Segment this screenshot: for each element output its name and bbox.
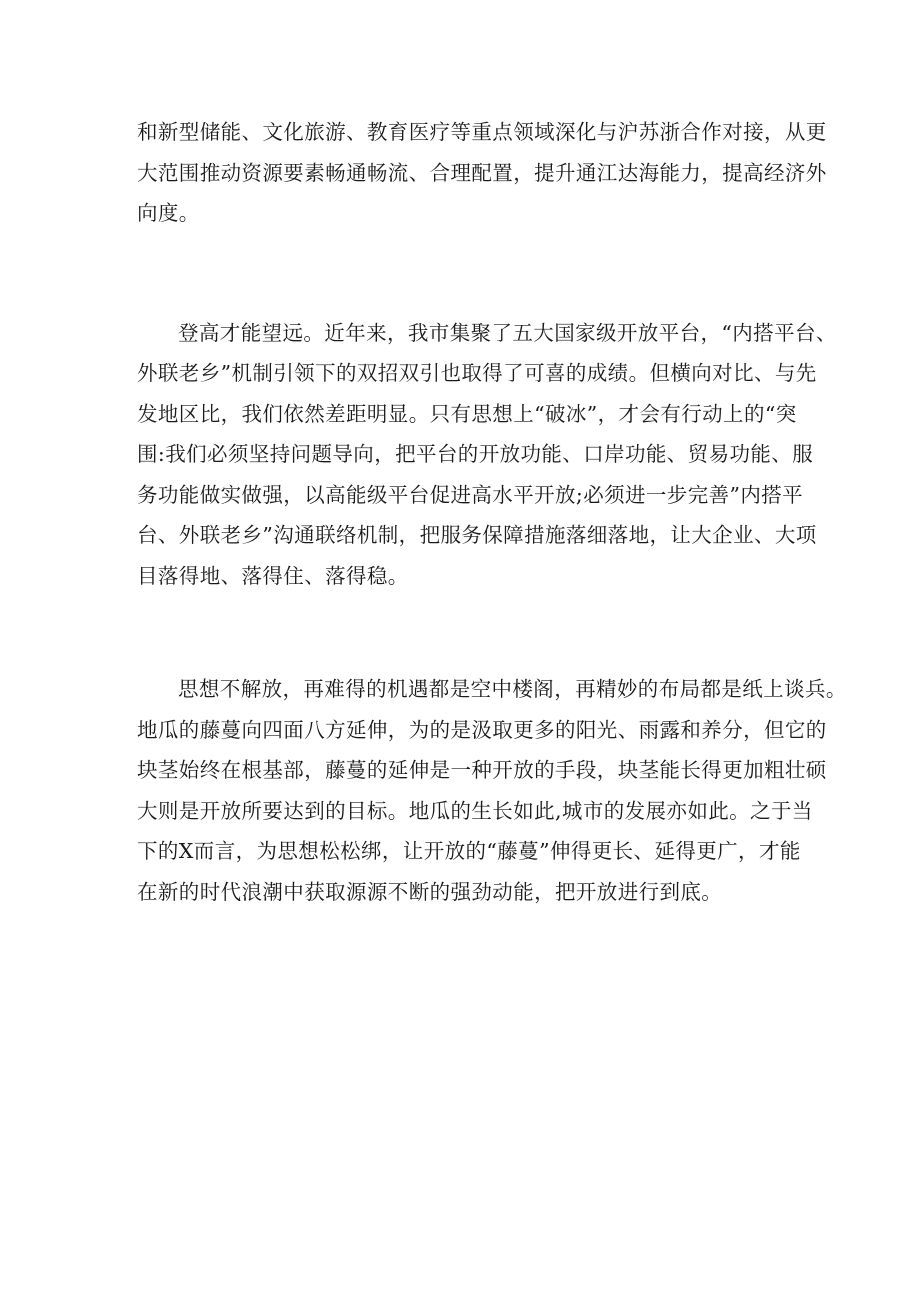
paragraph-3	[137, 669, 847, 912]
paragraph-line: 地瓜的藤蔓向四面八方延伸，为的是汲取更多的阳光、雨露和养分，但它的	[137, 717, 827, 742]
paragraph-line: 向度。	[137, 201, 200, 225]
paragraph-1	[137, 112, 827, 234]
paragraph-line: 大范围推动资源要素畅通畅流、合理配置，提升通江达海能力，提高经济外	[137, 160, 827, 185]
paragraph-line: 块茎始终在根基部，藤蔓的延伸是一种开放的手段，块茎能长得更加粗壮硕	[137, 758, 827, 782]
paragraph-line: 发地区比，我们依然差距明显。只有思想上“破冰”，才会有行动上的“突	[137, 401, 797, 426]
paragraph-line: 在新的时代浪潮中获取源源不断的强劲动能，把开放进行到底。	[137, 879, 723, 904]
paragraph-line: 目落得地、落得住、落得稳。	[137, 563, 409, 588]
paragraph-2	[137, 313, 837, 597]
paragraph-line: 务功能做实做强，以高能级平台促进高水平开放;必须进一步完善”内搭平	[137, 482, 804, 507]
paragraph-line: 下的X而言，为思想松松绑，让开放的“藤蔓”伸得更长、延得更广，才能	[137, 839, 801, 863]
paragraph-line: 围:我们必须坚持问题导向，把平台的开放功能、口岸功能、贸易功能、服	[137, 442, 814, 466]
paragraph-line: 大则是开放所要达到的目标。地瓜的生长如此,城市的发展亦如此。之于当	[137, 798, 813, 823]
paragraph-line: 台、外联老乡”沟通联络机制，把服务保障措施落细落地，让大企业、大项	[137, 523, 817, 547]
paragraph-line: 和新型储能、文化旅游、教育医疗等重点领域深化与沪苏浙合作对接，从更	[137, 120, 827, 144]
paragraph-line: 外联老乡”机制引领下的双招双引也取得了可喜的成绩。但横向对比、与先	[137, 361, 817, 385]
paragraph-line: 登高才能望远。近年来，我市集聚了五大国家级开放平台，“内搭平台、	[178, 320, 837, 345]
document-body	[137, 112, 847, 912]
paragraph-line: 思想不解放，再难得的机遇都是空中楼阁，再精妙的布局都是纸上谈兵。	[178, 677, 847, 701]
